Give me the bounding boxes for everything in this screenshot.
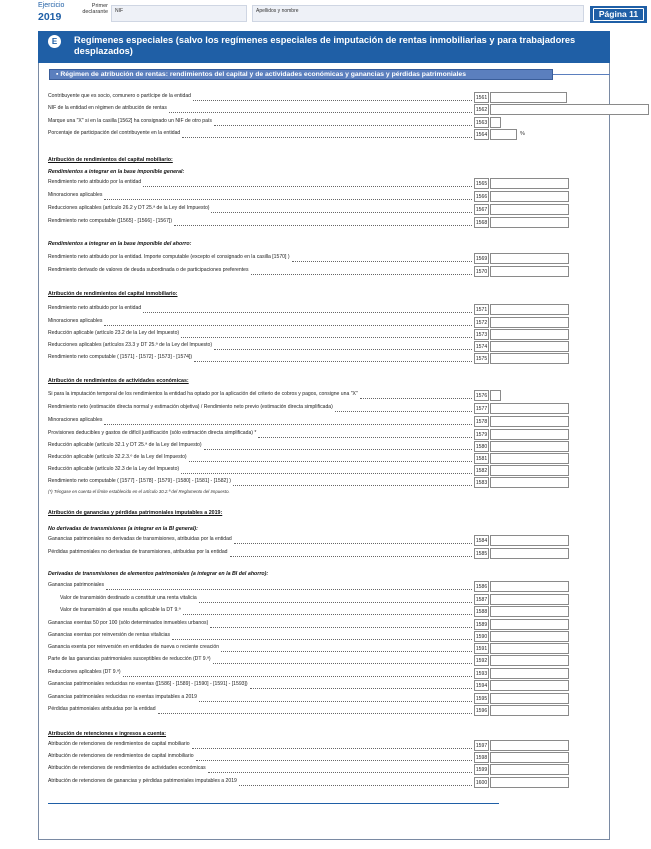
amount-field[interactable] — [490, 341, 569, 352]
amount-field[interactable] — [490, 740, 569, 751]
leader-dots — [230, 556, 472, 557]
cobros-pagos-checkbox[interactable] — [490, 390, 501, 401]
casilla-number: 1563 — [474, 117, 489, 128]
casilla-number: 1564 — [474, 129, 489, 140]
row-label: Rendimiento neto computable ( [1577] - [1578] - [1579] - [1580] - [1581] - [1582] ) — [48, 478, 231, 484]
casilla-number: 1565 — [474, 178, 489, 189]
casilla-number: 1584 — [474, 535, 489, 546]
leader-dots — [172, 639, 472, 640]
apellidos-nombre-label: Apellidos y nombre — [256, 8, 299, 14]
section-badge: E — [48, 35, 61, 48]
leader-dots — [183, 614, 472, 615]
leader-dots — [360, 398, 472, 399]
row-label: Reducción aplicable (artículo 23.2 de la Ley del Impuesto) — [48, 330, 180, 336]
leader-dots — [292, 261, 472, 262]
leader-dots — [143, 186, 472, 187]
row-label: Reducciones aplicables (artículo 26.2 y DT 25.ª de la Ley del Impuesto) — [48, 205, 210, 211]
amount-field[interactable] — [490, 416, 569, 427]
leader-dots — [169, 112, 472, 113]
amount-field[interactable] — [490, 178, 569, 189]
amount-field[interactable] — [490, 266, 569, 277]
row-label: Ganancias exentas por reinversión de rentas vitalicias — [48, 632, 171, 638]
casilla-number: 1589 — [474, 619, 489, 630]
leader-dots — [233, 485, 472, 486]
row-label: Rendimiento neto computable ([1565] - [1566] - [1567]) — [48, 218, 173, 224]
subsection-no-transmisiones: No derivadas de transmisiones (a integrar en la BI general): — [48, 526, 198, 532]
leader-dots — [204, 449, 472, 450]
casilla-number: 1568 — [474, 217, 489, 228]
amount-field[interactable] — [490, 217, 569, 228]
amount-field[interactable] — [490, 619, 569, 630]
row-label: Pérdidas patrimoniales no derivadas de transmisiones, atribuidas por la entidad — [48, 549, 228, 555]
leader-dots — [104, 424, 472, 425]
leader-dots — [250, 688, 472, 689]
subsection-bi-ahorro: Rendimientos a integrar en la base imponible del ahorro: — [48, 241, 192, 247]
amount-field[interactable] — [490, 403, 569, 414]
row-label: Contribuyente que es socio, comunero o partícipe de la entidad — [48, 93, 191, 99]
porcentaje-field[interactable] — [490, 129, 517, 140]
subsection-header — [49, 69, 553, 80]
casilla-number: 1574 — [474, 341, 489, 352]
amount-field[interactable] — [490, 606, 569, 617]
casilla-number: 1597 — [474, 740, 489, 751]
leader-dots — [221, 651, 472, 652]
leader-dots — [211, 212, 472, 213]
casilla-number: 1591 — [474, 643, 489, 654]
row-label: Provisiones deducibles y gastos de difícil justificación (sólo estimación directa simplificada) * — [48, 430, 257, 436]
section-ganancias: Atribución de ganancias y pérdidas patrimoniales imputables a 2019: — [48, 510, 223, 516]
row-label: Minoraciones aplicables — [48, 318, 103, 324]
row-label: Ganancias patrimoniales reducidas no exentas imputables a 2019 — [48, 694, 197, 700]
amount-field[interactable] — [490, 752, 569, 763]
amount-field[interactable] — [490, 655, 569, 666]
footer-rule — [48, 803, 499, 804]
casilla-number: 1590 — [474, 631, 489, 642]
casilla-number: 1596 — [474, 705, 489, 716]
casilla-number: 1577 — [474, 403, 489, 414]
row-label: Rendimiento derivado de valores de deuda subordinada o de participaciones preferentes — [48, 267, 249, 273]
casilla-number: 1571 — [474, 304, 489, 315]
row-label: Atribución de retenciones de rendimientos de capital inmobiliario — [48, 753, 194, 759]
casilla-number: 1587 — [474, 594, 489, 605]
casilla-number: 1576 — [474, 390, 489, 401]
amount-field[interactable] — [490, 477, 569, 488]
leader-dots — [189, 461, 472, 462]
row-label: Minoraciones aplicables — [48, 192, 103, 198]
amount-field[interactable] — [490, 304, 569, 315]
nif-entidad-field[interactable] — [490, 104, 649, 115]
leader-dots — [214, 125, 472, 126]
subsection-rule — [553, 74, 610, 75]
leader-dots — [208, 772, 472, 773]
socio-field[interactable] — [490, 92, 567, 103]
leader-dots — [199, 701, 472, 702]
casilla-number: 1581 — [474, 453, 489, 464]
casilla-number: 1579 — [474, 429, 489, 440]
percent-sign: % — [520, 131, 525, 137]
casilla-number: 1569 — [474, 253, 489, 264]
casilla-number: 1575 — [474, 353, 489, 364]
leader-dots — [239, 785, 472, 786]
nif-field[interactable] — [111, 5, 247, 22]
casilla-number: 1598 — [474, 752, 489, 763]
section-actividades: Atribución de rendimientos de actividades económicas: — [48, 378, 189, 384]
casilla-number: 1586 — [474, 581, 489, 592]
row-label: Atribución de retenciones de rendimientos de capital mobiliario — [48, 741, 190, 747]
leader-dots — [251, 274, 473, 275]
amount-field[interactable] — [490, 693, 569, 704]
casilla-number: 1570 — [474, 266, 489, 277]
section-retenciones: Atribución de retenciones e ingresos a cuenta: — [48, 731, 167, 737]
leader-dots — [123, 676, 472, 677]
leader-dots — [258, 437, 472, 438]
amount-field[interactable] — [490, 631, 569, 642]
row-label: Pérdidas patrimoniales atribuidas por la entidad — [48, 706, 156, 712]
leader-dots — [214, 349, 472, 350]
row-label: Valor de transmisión destinado a constituir una renta vitalicia — [60, 595, 197, 601]
amount-field[interactable] — [490, 594, 569, 605]
leader-dots — [234, 543, 472, 544]
ejercicio-label: Ejercicio — [38, 2, 65, 9]
casilla-number: 1593 — [474, 668, 489, 679]
leader-dots — [174, 225, 472, 226]
casilla-number: 1561 — [474, 92, 489, 103]
row-label: Rendimiento neto atribuido por la entidad — [48, 305, 142, 311]
casilla-number: 1578 — [474, 416, 489, 427]
casilla-number: 1583 — [474, 477, 489, 488]
row-label: Marque una "X" si en la casilla [1562] ha consignado un NIF de otro país — [48, 118, 212, 124]
row-label: Ganancias patrimoniales no derivadas de transmisiones, atribuidas por la entidad — [48, 536, 232, 542]
row-label: Rendimiento neto (estimación directa normal y estimación objetiva) / Rendimiento neto previo (estimación directa simplificada) — [48, 404, 333, 410]
leader-dots — [181, 473, 472, 474]
apellidos-nombre-field[interactable] — [252, 5, 584, 22]
casilla-number: 1572 — [474, 317, 489, 328]
casilla-number: 1580 — [474, 441, 489, 452]
row-label: Reducciones aplicables (artículos 23.3 y DT 25.ª de la Ley del Impuesto) — [48, 342, 213, 348]
page-badge-border — [593, 8, 644, 21]
form-header — [38, 2, 639, 24]
subsection-transmisiones: Derivadas de transmisiones de elementos patrimoniales (a integrar en la BI del ahorro): — [48, 571, 269, 577]
row-label: Rendimiento neto atribuido por la entidad — [48, 179, 142, 185]
footnote: (*) Téngase en cuenta el límite establecido en el artículo 30.2.ª del Reglamento del Impuesto. — [48, 489, 230, 494]
row-label: Reducción aplicable (artículo 32.1 y DT 25.ª de la Ley del Impuesto) — [48, 442, 202, 448]
amount-field[interactable] — [490, 705, 569, 716]
amount-field[interactable] — [490, 329, 569, 340]
row-label: Ganancia exenta por reinversión en entidades de nueva o reciente creación — [48, 644, 220, 650]
bullet-icon: ▪ — [56, 71, 59, 78]
amount-field[interactable] — [490, 643, 569, 654]
leader-dots — [106, 589, 472, 590]
amount-field[interactable] — [490, 253, 569, 264]
row-label: NIF de la entidad en régimen de atribución de rentas — [48, 105, 167, 111]
amount-field[interactable] — [490, 680, 569, 691]
amount-field[interactable] — [490, 317, 569, 328]
leader-dots — [158, 713, 472, 714]
amount-field[interactable] — [490, 353, 569, 364]
section-capital-mobiliario: Atribución de rendimientos del capital mobiliario: — [48, 157, 173, 163]
primer-declarante-label: Primer declarante — [82, 3, 108, 15]
leader-dots — [199, 602, 472, 603]
row-label: Si para la imputación temporal de los rendimientos la entidad ha optado por la aplicación del criterio de cobros y pagos, consigne una "X" — [48, 391, 358, 397]
page-number-badge — [590, 6, 647, 23]
casilla-number: 1592 — [474, 655, 489, 666]
subsection-title: Régimen de atribución de rentas: rendimientos del capital y de actividades económicas y ganancias y pérdidas patrimoniales — [60, 71, 466, 78]
amount-field[interactable] — [490, 764, 569, 775]
row-label: Porcentaje de participación del contribuyente en la entidad — [48, 130, 181, 136]
casilla-number: 1567 — [474, 204, 489, 215]
amount-field[interactable] — [490, 204, 569, 215]
casilla-number: 1573 — [474, 329, 489, 340]
amount-field[interactable] — [490, 668, 569, 679]
row-label: Ganancias exentas 50 por 100 (sólo determinados inmuebles urbanos) — [48, 620, 209, 626]
section-banner — [38, 31, 610, 63]
row-label: Rendimiento neto computable ( [1571] - [1572] - [1573] - [1574]) — [48, 354, 193, 360]
amount-field[interactable] — [490, 535, 569, 546]
row-label: Valor de transmisión al que resulta aplicable la DT 9.ª — [60, 607, 181, 613]
casilla-number: 1562 — [474, 104, 489, 115]
leader-dots — [335, 411, 472, 412]
leader-dots — [193, 100, 472, 101]
casilla-number: 1582 — [474, 465, 489, 476]
amount-field[interactable] — [490, 441, 569, 452]
amount-field[interactable] — [490, 777, 569, 788]
leader-dots — [194, 361, 472, 362]
leader-dots — [104, 199, 472, 200]
amount-field[interactable] — [490, 453, 569, 464]
leader-dots — [143, 312, 472, 313]
ejercicio-year: 2019 — [38, 11, 62, 23]
amount-field[interactable] — [490, 548, 569, 559]
amount-field[interactable] — [490, 429, 569, 440]
leader-dots — [192, 748, 472, 749]
casilla-number: 1600 — [474, 777, 489, 788]
casilla-number: 1595 — [474, 693, 489, 704]
row-label: Rendimiento neto atribuido por la entidad. Importe computable (excepto el consignado en la casilla [1570] ) — [48, 254, 290, 260]
row-label: Reducción aplicable (artículo 32.3 de la Ley del Impuesto) — [48, 466, 180, 472]
row-label: Reducción aplicable (artículo 32.2.3.º de la Ley del Impuesto) — [48, 454, 187, 460]
amount-field[interactable] — [490, 465, 569, 476]
leader-dots — [210, 627, 472, 628]
subsection-bi-general: Rendimientos a integrar en la base imponible general: — [48, 169, 185, 175]
leader-dots — [104, 325, 472, 326]
row-label: Ganancias patrimoniales reducidas no exentas ([1586] - [1589] - [1590] - [1591] - [1593]) — [48, 681, 248, 687]
row-label: Reducciones aplicables (DT 9.ª) — [48, 669, 121, 675]
row-label: Parte de las ganancias patrimoniales susceptibles de reducción (DT 9.ª) — [48, 656, 211, 662]
casilla-number: 1594 — [474, 680, 489, 691]
amount-field[interactable] — [490, 191, 569, 202]
section-title: Regímenes especiales (salvo los regímenes especiales de imputación de rentas inmobiliarias y para trabajadores desplazados) — [74, 35, 576, 56]
amount-field[interactable] — [490, 581, 569, 592]
row-label: Minoraciones aplicables — [48, 417, 103, 423]
page-number: Página 11 — [598, 9, 639, 19]
row-label: Ganancias patrimoniales — [48, 582, 105, 588]
casilla-number: 1599 — [474, 764, 489, 775]
leader-dots — [181, 337, 472, 338]
leader-dots — [213, 663, 472, 664]
nif-otro-pais-checkbox[interactable] — [490, 117, 501, 128]
leader-dots — [196, 760, 472, 761]
casilla-number: 1566 — [474, 191, 489, 202]
casilla-number: 1588 — [474, 606, 489, 617]
nif-label: NIF — [115, 8, 124, 14]
row-label: Atribución de retenciones de rendimientos de actividades económicas — [48, 765, 206, 771]
row-label: Atribución de retenciones de ganancias y pérdidas patrimoniales imputables a 2019 — [48, 778, 237, 784]
leader-dots — [182, 137, 472, 138]
casilla-number: 1585 — [474, 548, 489, 559]
section-capital-inmobiliario: Atribución de rendimientos del capital inmobiliario: — [48, 291, 178, 297]
